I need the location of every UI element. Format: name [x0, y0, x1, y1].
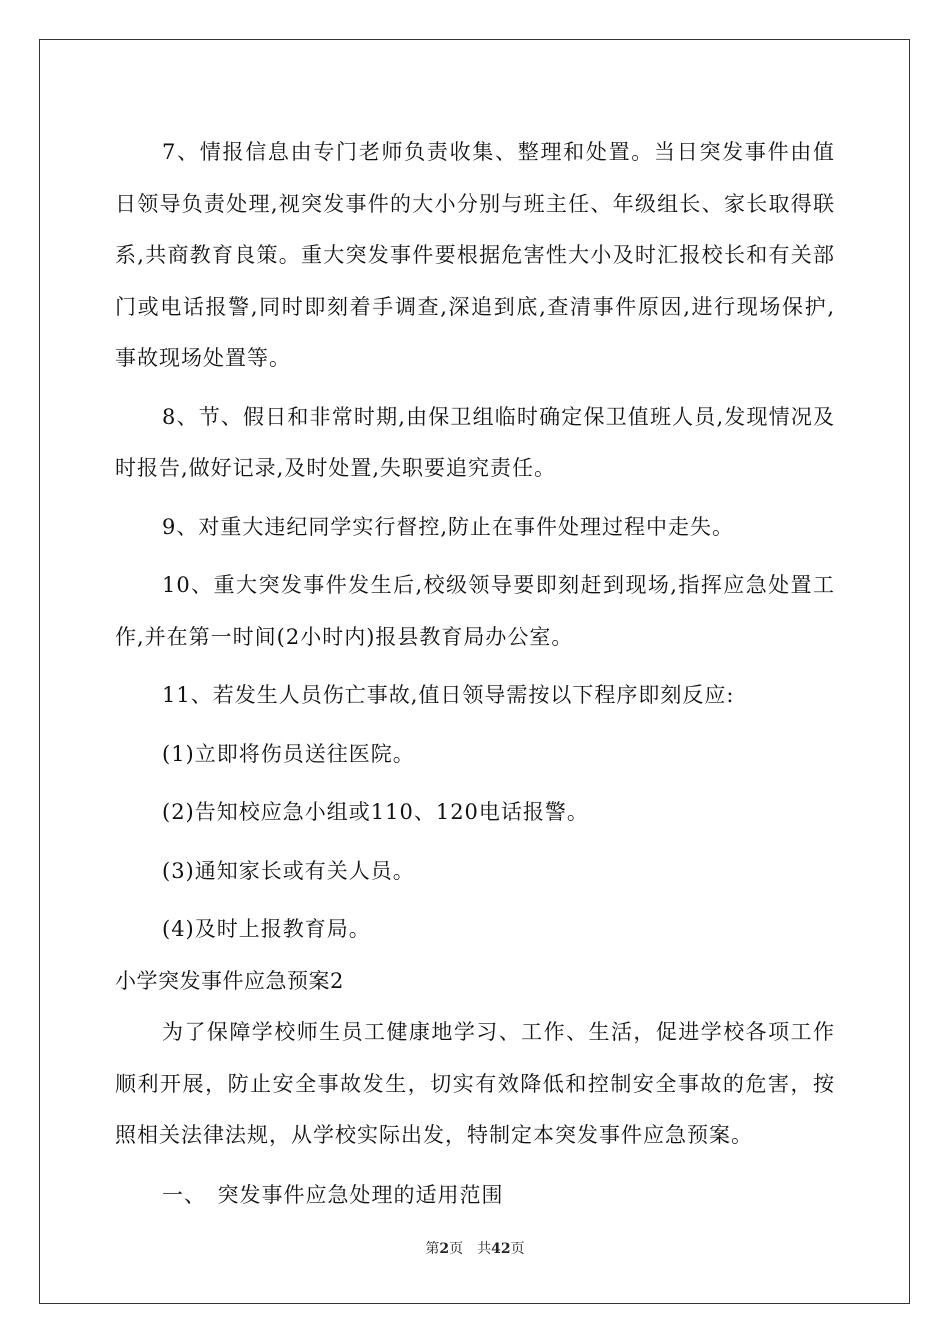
footer-page-prefix: 第 [425, 1241, 440, 1257]
paragraph-item-10: 10、重大突发事件发生后,校级领导要即刻赶到现场,指挥应急处置工作,并在第一时间(2小时内)报县教育局办公室。 [115, 573, 835, 649]
document-body [115, 127, 835, 1221]
footer-page-suffix: 页 共 [449, 1241, 492, 1257]
list-item-3: (3)通知家长或有关人员。 [162, 858, 415, 883]
footer-total-pages: 42 [491, 1241, 511, 1257]
section-heading: 一、 突发事件应急处理的适用范围 [162, 1182, 504, 1207]
paragraph-item-9: 9、对重大违纪同学实行督控,防止在事件处理过程中走失。 [162, 514, 735, 539]
section-title: 小学突发事件应急预案2 [115, 968, 344, 993]
paragraph-item-8: 8、节、假日和非常时期,由保卫组临时确定保卫值班人员,发现情况及时报告,做好记录,及时处置,失职要追究责任。 [115, 404, 835, 480]
paragraph-item-7: 7、情报信息由专门老师负责收集、整理和处置。当日突发事件由值日领导负责处理,视突发事件的大小分别与班主任、年级组长、家长取得联系,共商教育良策。重大突发事件要根据危害性大小及时汇报校长和有关部门或电话报警,同时即刻着手调查,深追到底,查清事件原因,进行现场保护,事故现场处置等。 [115, 140, 835, 370]
paragraph-item-11: 11、若发生人员伤亡事故,值日领导需按以下程序即刻反应: [162, 683, 735, 707]
footer-total-suffix: 页 [510, 1241, 525, 1257]
intro-paragraph: 为了保障学校师生员工健康地学习、工作、生活，促进学校各项工作顺利开展，防止安全事故发生，切实有效降低和控制安全事故的危害，按照相关法律法规，从学校实际出发，特制定本突发事件应急预案。 [115, 1020, 835, 1147]
page-footer [0, 1238, 950, 1258]
list-item-4: (4)及时上报教育局。 [162, 917, 371, 941]
footer-page-number: 2 [439, 1241, 450, 1257]
list-item-2: (2)告知校应急小组或110、120电话报警。 [162, 800, 589, 824]
list-item-1: (1)立即将伤员送往医院。 [162, 741, 415, 766]
